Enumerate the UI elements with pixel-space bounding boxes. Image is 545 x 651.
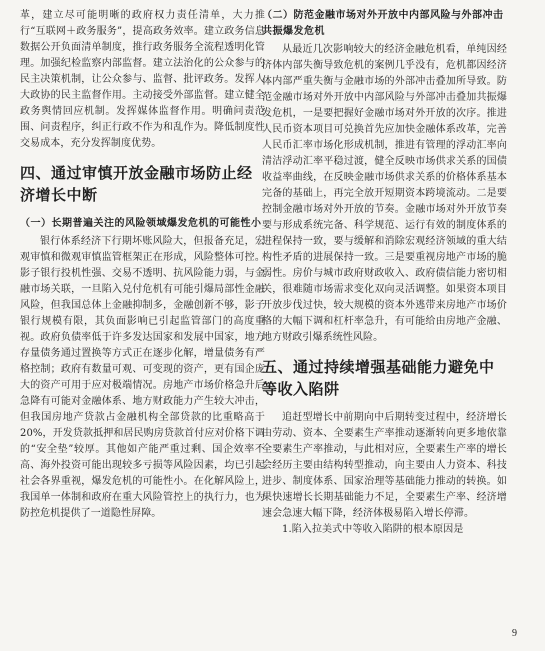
left-paragraph-1: 革，建立尽可能明晰的政府权力责任清单，大力推行“互联网＋政务服务”，提高政务效率。建立政务信息数据公开负面清单制度，推行政务服务全流程透明化管理。加强纪检监察内部监督。建立法治化的公众参与的民主决策机制，让公众参与、监督、批评政务。发挥人大政协的民主监督作用。主动接受外部监督。建立健全政务舆情回应机制。发挥媒体监督作用。明确问责范围、问责程序，纠正行政不作为和乱作为。降低制度性交易成本，充分发挥制度优势。 [20, 10, 265, 149]
right-paragraph-3: 1.陷入拉美式中等收入陷阱的根本原因是 [282, 524, 464, 535]
subsection-1-heading: （一）长期普遍关注的风险领域爆发危机的可能性小 [20, 218, 262, 229]
left-paragraph-2: 银行体系经济下行期坏账风险大，但报备充足，宏观审慎和微观审慎监管框架正在形成，风险整体可控。影子银行投机性强、交易不透明、抗风险能力弱，与金融市场关联，一旦陷入兑付危机有可能引爆局部性金融风险，但我国总体上金融抑制多，金融创新不够，影子银行规模有限，其负面影响已引起监管部门的高度重视。政府负债率低于许多发达国家和发展中国家，地方存量债务通过置换等方式正在逐步化解，增量债务有严格控制；政府有数量可观、可变现的资产，更有国企庞大的资产可用于应对极端情况。房地产市场价格急升后急降有可能对金融体系、地方财政能力产生较大冲击，但我国房地产贷款占金融机构全部贷款的比重略高于20%，开发贷款抵押和居民购房贷款首付应对价格下调的“安全垫”较厚。其他如产能严重过剩、国企效率不高、海外投资可能出现较多亏损等风险因素，均已引起社会各界重视，爆发危机的可能性小。在化解风险上，我国单一体制和政府在重大风险管控上的执行力，也为防控危机提供了一道隐性屏障。 [20, 236, 265, 519]
subsection-2-heading: （二）防范金融市场对外开放中内部风险与外部冲击共振爆发危机 [262, 10, 504, 37]
right-paragraph-2: 追赶型增长中前期向中后期转变过程中，经济增长由劳动、资本、全要素生产率推动逐渐转向更多地依靠全要素生产率推动，与此相对应，全要素生产率的增长会经历主要由结构转型推动，向主要由人力资本、科技进步、制度体系、国家治理等基础能力推动的转换。如果快速增长长期基础能力不足，全要素生产率、经济增速会急速大幅下降，经济体极易陷入增长停滞。 [262, 412, 507, 519]
right-paragraph-1: 从最近几次影响较大的经济金融危机看，单纯因经济体内部失衡导致危机的案例几乎没有，危机都因经济体内部严重失衡与金融市场的外部冲击叠加所导致。防范金融市场对外开放中内部风险与外部冲击叠加共振爆发危机，一是要把握好金融市场对外开放的次序。推进人民币资本项目可兑换首先应加快金融体系改革，完善人民币汇率市场化形成机制，推进有管理的浮动汇率向清洁浮动汇率平稳过渡，健全反映市场供求关系的国债收益率曲线，在反映金融市场供求关系的价格体系基本完备的基础上，再完全放开短期资本跨境流动。二是要控制金融市场对外开放的节奏。金融市场对外开放节奏要与形成系统完备、科学规范、运行有效的制度体系的进程保持一致，要与缓解和消除宏观经济领域的重大结构性矛盾的进展保持一致。三是要重视房地产市场的脆弱性。房价与城市政府财政收入、政府债信能力密切相关，很难随市场需求变化双向灵活调整。如果资本项目开放步伐过快，较大规模的资本外逃带来房地产市场价格的大幅下调和杠杆率急升，有可能给由房地产金融、地方财政引爆系统性风险。 [262, 44, 507, 343]
section-5-heading: 五、通过持续增强基础能力避免中等收入陷阱 [262, 358, 495, 398]
page-number: 9 [512, 628, 517, 639]
section-4-heading: 四、通过审慎开放金融市场防止经济增长中断 [20, 164, 253, 204]
right-column [262, 8, 507, 538]
left-column [20, 8, 265, 522]
